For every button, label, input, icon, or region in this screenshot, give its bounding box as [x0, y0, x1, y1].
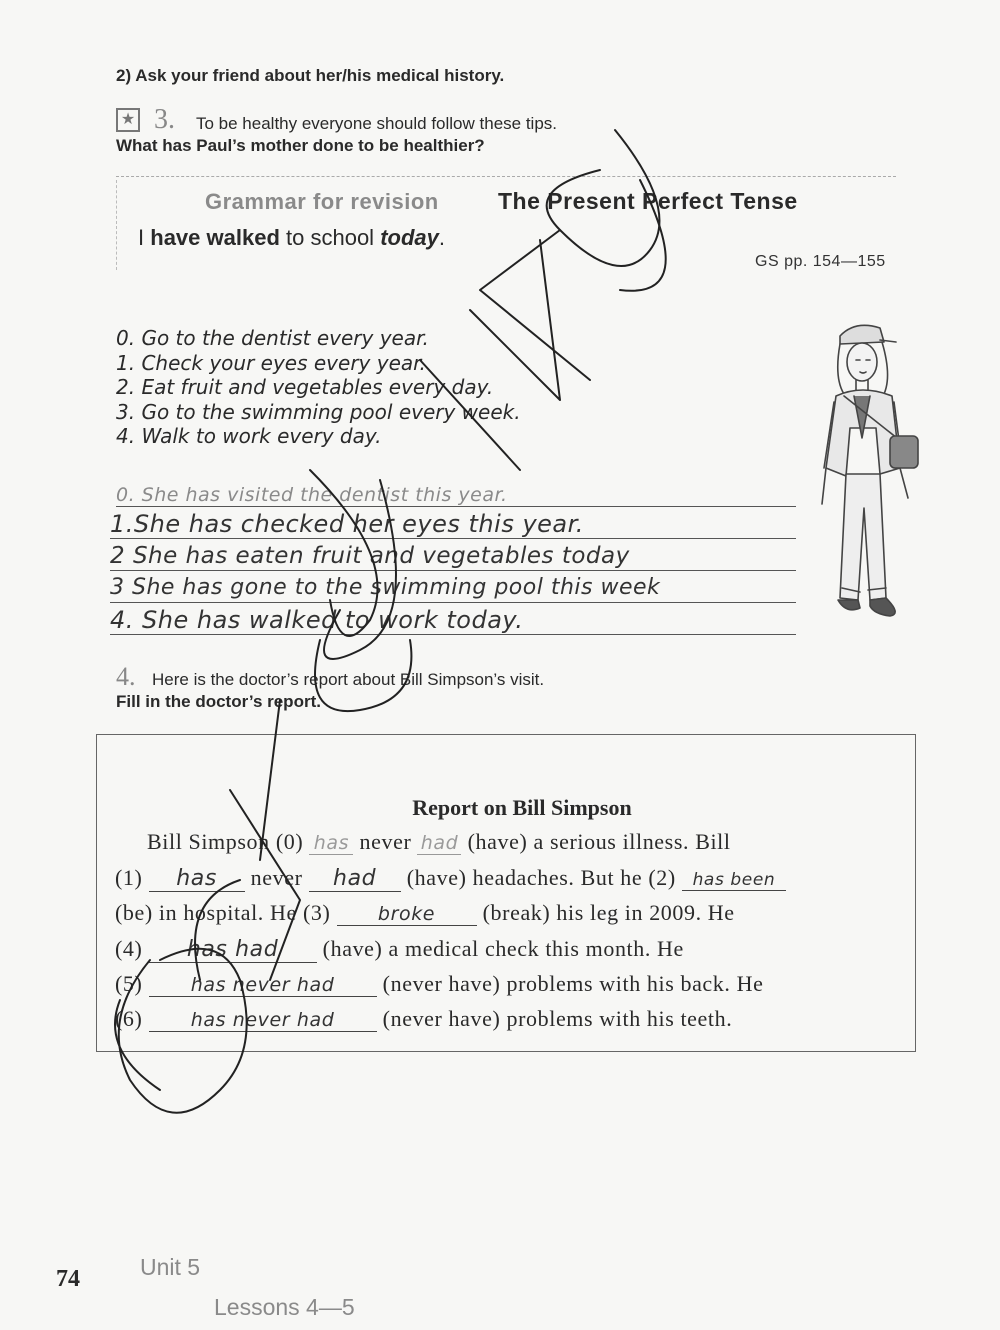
report-blank-2: has been — [682, 870, 786, 891]
task-2-text: 2) Ask your friend about her/his medical history. — [116, 66, 505, 85]
report-line-5: (5) has never had (never have) problems with his back. He — [115, 971, 764, 996]
report-blank-5: has never had — [149, 974, 377, 997]
report-line-1: Bill Simpson (0) has never had (have) a serious illness. Bill — [147, 829, 731, 854]
report-blank-0b: had — [417, 832, 461, 855]
tip-item: 2. Eat fruit and vegetables every day. — [116, 375, 494, 399]
report-line-2: (1) has never had (have) headaches. But he (2) has been — [115, 865, 895, 892]
handwritten-answer-2: 2 She has eaten fruit and vegetables today — [110, 543, 630, 569]
grammar-reference: GS pp. 154—155 — [755, 253, 886, 270]
unit-label: Unit 5 — [140, 1254, 201, 1280]
grammar-example: I have walked to school today. — [138, 225, 446, 250]
handwritten-answer-1: 1.She has checked her eyes this year. — [110, 510, 584, 538]
sample-answer: 0. She has visited the dentist this year. — [116, 484, 508, 506]
report-blank-6: has never had — [149, 1009, 377, 1032]
report-blank-0a: has — [309, 832, 353, 855]
star-icon: ★ — [116, 108, 140, 132]
lessons-label: Lessons 4—5 — [214, 1294, 355, 1320]
report-line-4: (4) has had (have) a medical check this month. He — [115, 936, 684, 962]
grammar-label: Grammar for revision — [205, 189, 439, 214]
exercise-4-number: 4. — [116, 662, 136, 691]
report-line-3: (be) in hospital. He (3) broke (break) his leg in 2009. He — [115, 900, 735, 925]
tip-item: 1. Check your eyes every year. — [116, 350, 426, 375]
exercise-3-instruction: To be healthy everyone should follow these tips. — [196, 114, 558, 133]
handwritten-answer-4: 4. She has walked to work today. — [110, 606, 524, 634]
report-blank-1b: had — [309, 866, 401, 892]
page-number: 74 — [56, 1266, 80, 1292]
report-title: Report on Bill Simpson — [412, 795, 632, 820]
exercise-4-instruction: Here is the doctor’s report about Bill Simpson’s visit. — [152, 670, 545, 689]
report-blank-4: has had — [149, 937, 317, 963]
report-blank-3: broke — [337, 903, 477, 926]
handwritten-answer-3: 3 She has gone to the swimming pool this week — [110, 575, 661, 600]
tip-item: 3. Go to the swimming pool every week. — [116, 399, 521, 424]
grammar-title: The Present Perfect Tense — [498, 188, 798, 214]
report-line-6: (6) has never had (never have) problems with his teeth. — [115, 1006, 733, 1031]
exercise-3-question: What has Paul’s mother done to be healthier? — [116, 136, 485, 155]
tip-item: 4. Walk to work every day. — [116, 424, 382, 448]
tip-item: 0. Go to the dentist every year. — [116, 326, 429, 350]
report-blank-1a: has — [149, 866, 245, 892]
exercise-4-task: Fill in the doctor’s report. — [116, 692, 321, 711]
exercise-3-number: 3. — [154, 104, 175, 135]
